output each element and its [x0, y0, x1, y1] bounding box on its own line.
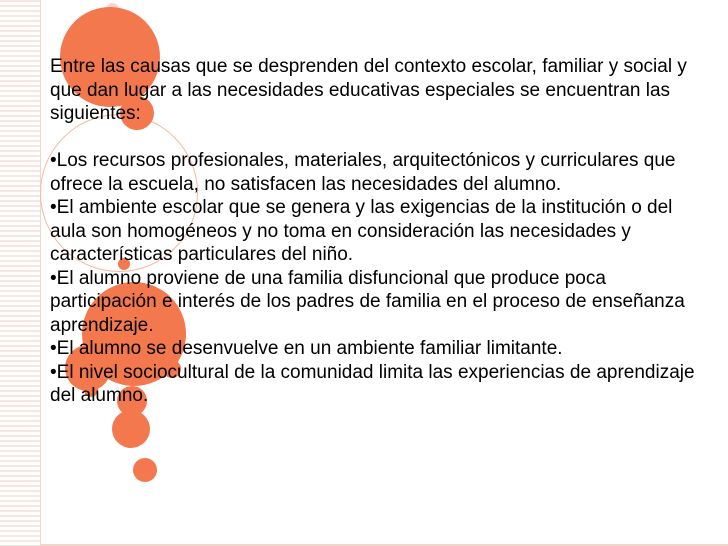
bullet-item: •El alumno se desenvuelve en un ambiente familiar limitante. — [50, 338, 563, 359]
bullet-item: •El ambiente escolar que se genera y las exigencias de la institución o del aula son homogéneos y no toma en consideración las necesidades y características particulares del niño. — [50, 197, 673, 265]
slide-body — [50, 55, 710, 408]
left-border-line — [40, 0, 41, 546]
left-striped-border — [0, 0, 40, 546]
bullet-item: •Los recursos profesionales, materiales, arquitectónicos y curriculares que ofrece la escuela, no satisfacen las necesidades del alumno. — [50, 150, 676, 195]
intro-paragraph: Entre las causas que se desprenden del contexto escolar, familiar y social y que dan lugar a las necesidades educativas especiales se encuentran las siguientes: — [50, 56, 687, 124]
decorative-circle — [133, 458, 157, 482]
bullet-item: •El alumno proviene de una familia disfuncional que produce poca participación e interés de los padres de familia en el proceso de enseñanza aprendizaje. — [50, 267, 685, 336]
bullet-item: •El nivel sociocultural de la comunidad limita las experiencias de aprendizaje del alumno. — [50, 361, 695, 406]
decorative-circle — [112, 410, 150, 448]
